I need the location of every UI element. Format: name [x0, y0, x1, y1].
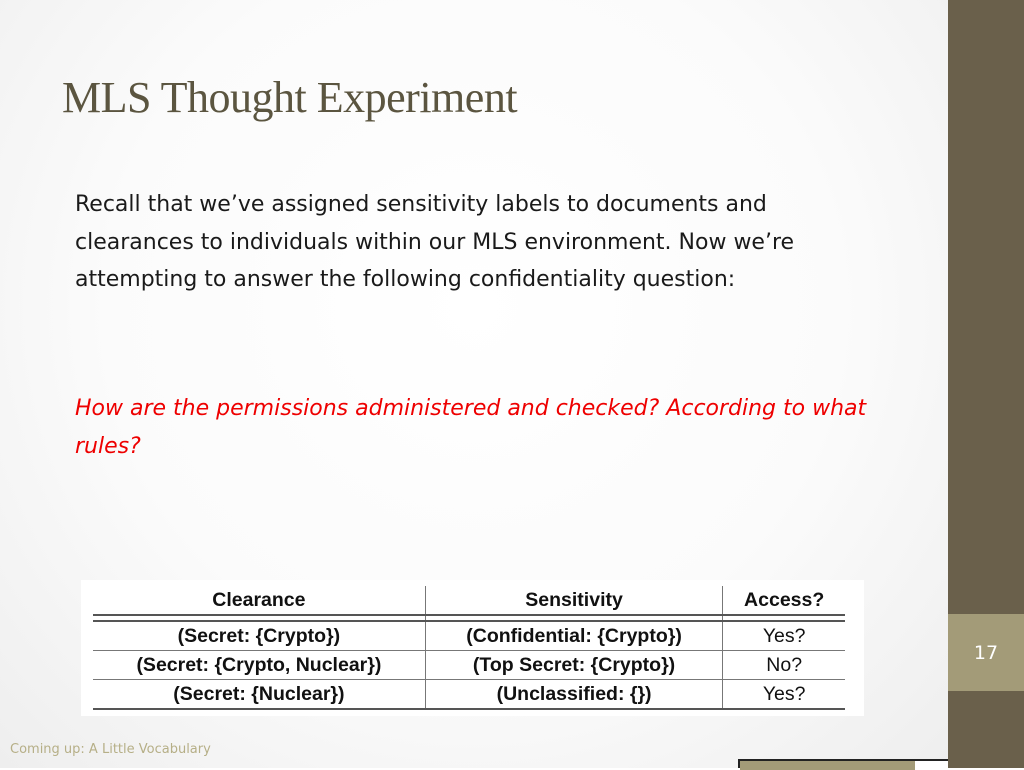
table-row — [93, 651, 845, 680]
sensitivity-cell: (Unclassified: {}) — [425, 680, 723, 710]
sensitivity-cell: (Top Secret: {Crypto}) — [425, 651, 723, 680]
clearance-cell: (Secret: {Nuclear}) — [93, 680, 425, 710]
clearance-cell: (Secret: {Crypto}) — [93, 621, 425, 651]
header-clearance: Clearance — [93, 586, 425, 615]
header-access: Access? — [723, 586, 845, 615]
page-number: 17 — [973, 641, 999, 664]
header-sensitivity: Sensitivity — [425, 586, 723, 615]
access-cell: Yes? — [723, 621, 845, 651]
slide-title: MLS Thought Experiment — [62, 73, 518, 122]
table-header-row — [93, 586, 845, 615]
clearance-cell: (Secret: {Crypto, Nuclear}) — [93, 651, 425, 680]
corner-frame-fill — [740, 761, 915, 770]
mls-table-card — [81, 580, 864, 716]
corner-frame-decoration — [738, 759, 948, 768]
access-cell: No? — [723, 651, 845, 680]
slide-body-text: Recall that we’ve assigned sensitivity labels to documents and clearances to individuals within our MLS environment. Now we’re attempting to answer the following confidentiality question: — [75, 192, 795, 292]
mls-access-table — [93, 586, 845, 710]
table-row — [93, 621, 845, 651]
footer-next-slide-note: Coming up: A Little Vocabulary — [10, 742, 211, 757]
table-row — [93, 680, 845, 710]
slide-question-text: How are the permissions administered and checked? According to what rules? — [75, 396, 867, 459]
access-cell: Yes? — [723, 680, 845, 710]
page-number-badge — [948, 614, 1024, 691]
sensitivity-cell: (Confidential: {Crypto}) — [425, 621, 723, 651]
